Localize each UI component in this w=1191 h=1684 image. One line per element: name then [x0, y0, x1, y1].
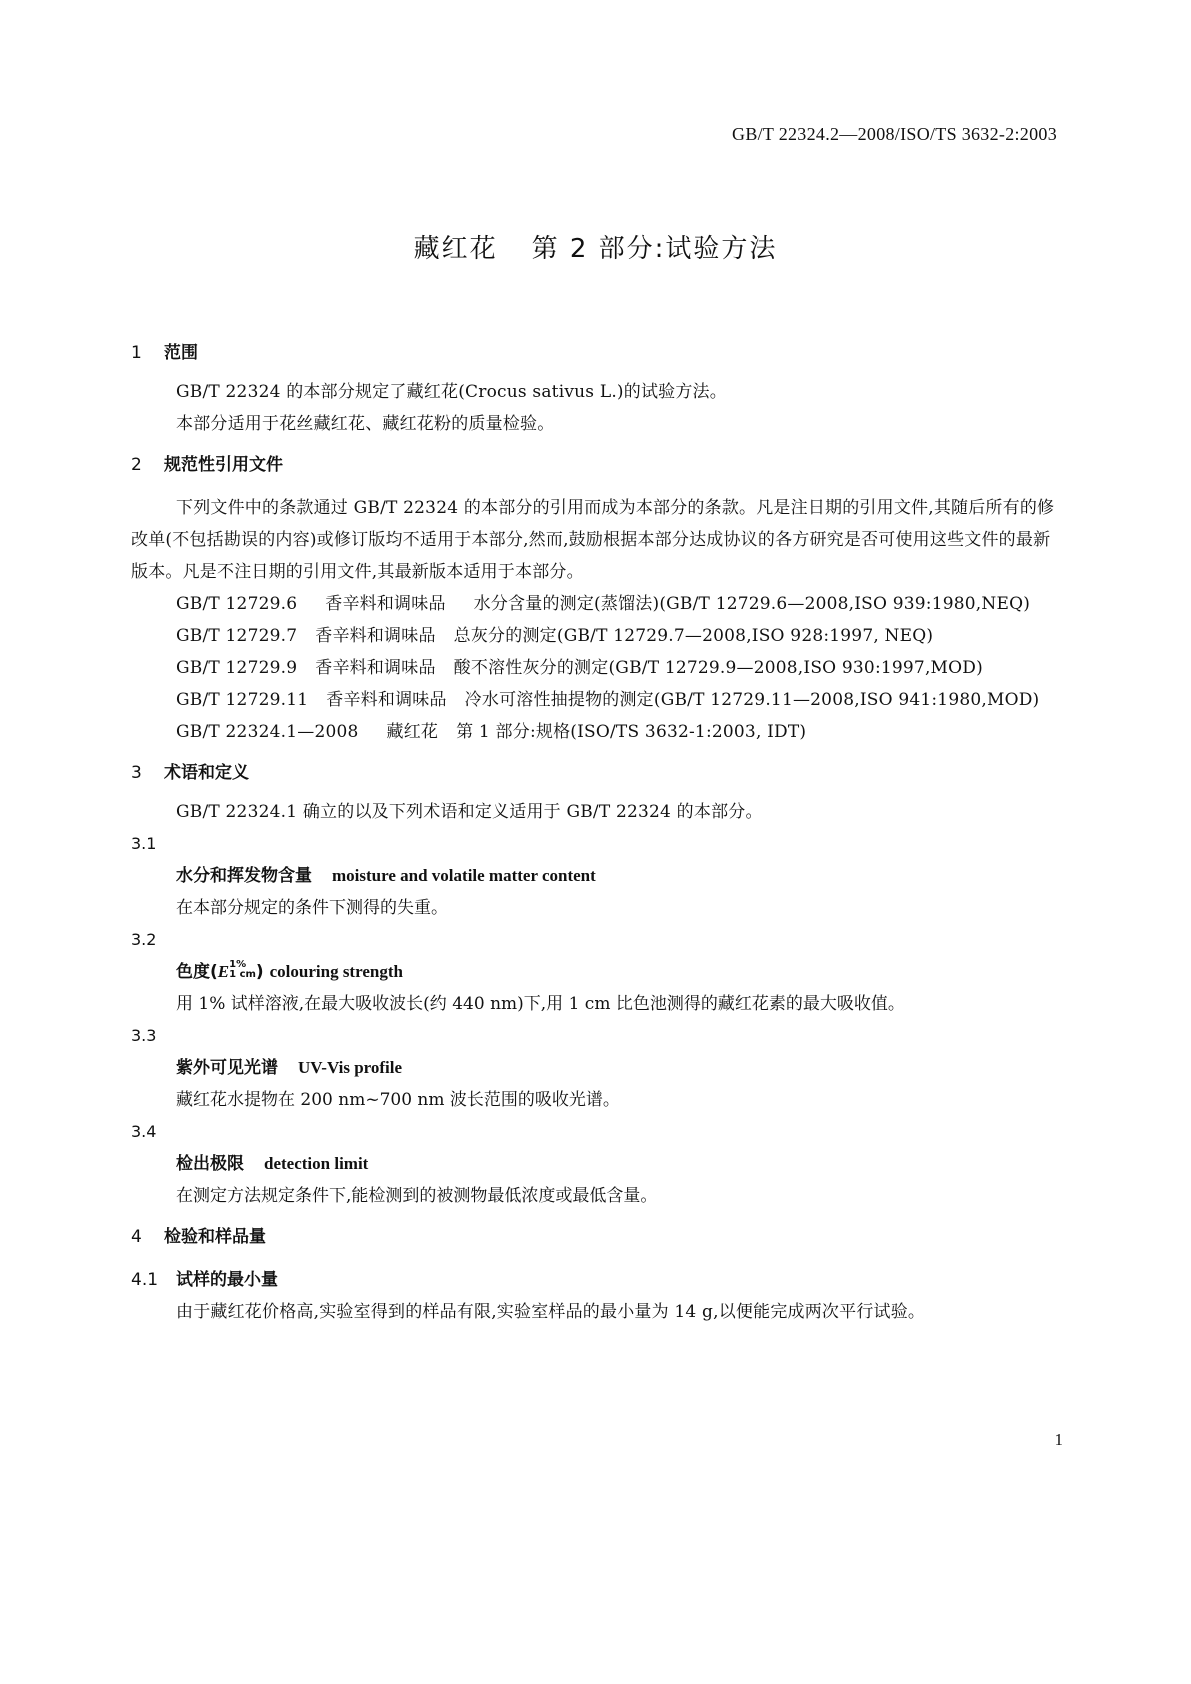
term-symbol-indices: 1% 1 cm: [229, 959, 256, 980]
paragraph: GB/T 22324 的本部分规定了藏红花(Crocus sativus L.)的试验方法。: [176, 382, 727, 402]
term-definition: 在测定方法规定条件下,能检测到的被测物最低浓度或最低含量。: [176, 1186, 658, 1206]
term-entry: 水分和挥发物含量 moisture and volatile matter content: [176, 866, 596, 886]
paragraph: 下列文件中的条款通过 GB/T 22324 的本部分的引用而成为本部分的条款。凡是注日期的引用文件,其随后所有的修改单(不包括勘误的内容)或修订版均不适用于本部分,然而,鼓励根据本部分达成协议的各方研究是否可使用这些文件的最新版本。凡是不注日期的引用文件,其最新版本适用于本部分。: [131, 498, 1055, 582]
term-number: 3.4: [131, 1122, 157, 1141]
reference-item: GB/T 12729.6 香辛料和调味品 水分含量的测定(蒸馏法)(GB/T 12729.6—2008,ISO 939:1980,NEQ): [176, 594, 1031, 614]
reference-item: GB/T 22324.1—2008 藏红花 第 1 部分:规格(ISO/TS 3632-1:2003, IDT): [176, 722, 807, 742]
document-title: [0, 228, 1191, 265]
title-part1: 藏红花: [413, 234, 498, 264]
paragraph: 本部分适用于花丝藏红花、藏红花粉的质量检验。: [176, 414, 555, 434]
term-definition: 在本部分规定的条件下测得的失重。: [176, 898, 448, 918]
paragraph: GB/T 22324.1 确立的以及下列术语和定义适用于 GB/T 22324 的本部分。: [176, 802, 763, 822]
document-body: [131, 338, 1061, 1328]
section-heading-references: 2 规范性引用文件: [131, 455, 283, 475]
term-entry: 检出极限 detection limit: [176, 1154, 369, 1174]
term-definition: 藏红花水提物在 200 nm~700 nm 波长范围的吸收光谱。: [176, 1090, 620, 1110]
reference-item: GB/T 12729.11 香辛料和调味品 冷水可溶性抽提物的测定(GB/T 12729.11—2008,ISO 941:1980,MOD): [176, 690, 1040, 710]
section-heading-scope: 1 范围: [131, 343, 198, 363]
reference-item: GB/T 12729.7 香辛料和调味品 总灰分的测定(GB/T 12729.7—2008,ISO 928:1997, NEQ): [176, 626, 934, 646]
paragraph: 由于藏红花价格高,实验室得到的样品有限,实验室样品的最小量为 14 g,以便能完成两次平行试验。: [176, 1302, 926, 1322]
term-number: 3.1: [131, 834, 157, 853]
standard-number: GB/T 22324.2—2008/ISO/TS 3632-2:2003: [732, 124, 1057, 144]
term-entry: 紫外可见光谱 UV-Vis profile: [176, 1058, 403, 1078]
term-entry: 色度(E 1% 1 cm ) colouring strength: [176, 959, 403, 982]
reference-item: GB/T 12729.9 香辛料和调味品 酸不溶性灰分的测定(GB/T 12729.9—2008,ISO 930:1997,MOD): [176, 658, 983, 678]
term-number: 3.3: [131, 1026, 157, 1045]
term-number: 3.2: [131, 930, 157, 949]
subsection-heading: 4.1 试样的最小量: [131, 1270, 278, 1290]
section-heading-sampling: 4 检验和样品量: [131, 1227, 266, 1247]
term-definition: 用 1% 试样溶液,在最大吸收波长(约 440 nm)下,用 1 cm 比色池测得的藏红花素的最大吸收值。: [176, 994, 905, 1014]
term-symbol: E: [217, 962, 230, 981]
page-number: 1: [1054, 1430, 1063, 1449]
section-heading-terms: 3 术语和定义: [131, 763, 249, 783]
title-part2: 第 2 部分:试验方法: [531, 234, 778, 264]
